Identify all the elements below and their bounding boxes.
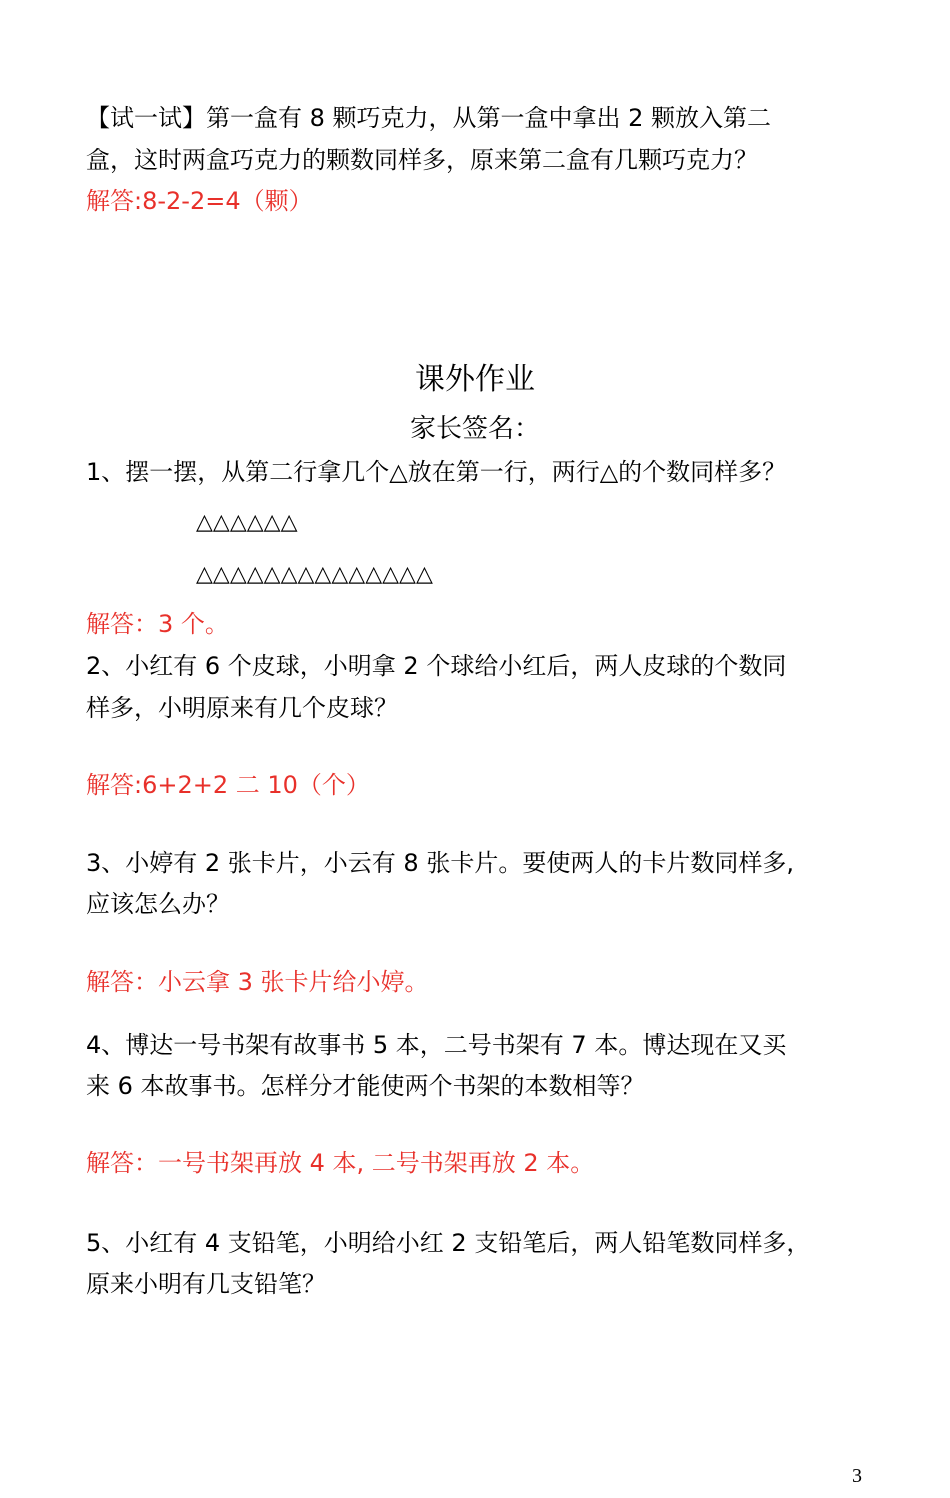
trial-question-line-2: 盒，这时两盒巧克力的颗数同样多，原来第二盒有几颗巧克力？ xyxy=(86,146,758,174)
question-4-line-2: 来 6 本故事书。怎样分才能使两个书架的本数相等？ xyxy=(86,1072,645,1100)
parent-signature-label: 家长签名： xyxy=(409,414,540,444)
question-3-answer: 解答：小云拿 3 张卡片给小婷。 xyxy=(86,968,429,996)
question-2-line-1: 2、小红有 6 个皮球，小明拿 2 个球给小红后，两人皮球的个数同 xyxy=(86,652,787,680)
trial-answer: 解答:8-2-2=4（颗） xyxy=(86,187,313,215)
question-4-line-1: 4、博达一号书架有故事书 5 本，二号书架有 7 本。博达现在又买 xyxy=(86,1031,787,1059)
triangle-row-1: △△△△△△ xyxy=(196,510,298,535)
question-2-line-2: 样多，小明原来有几个皮球？ xyxy=(86,694,398,722)
trial-question-line-1: 【试一试】第一盒有 8 颗巧克力，从第一盒中拿出 2 颗放入第二 xyxy=(86,104,772,132)
question-3-line-2: 应该怎么办？ xyxy=(86,890,230,918)
question-1-line-1: 1、摆一摆，从第二行拿几个△放在第一行，两行△的个数同样多？ xyxy=(86,458,787,486)
question-5-line-1: 5、小红有 4 支铅笔，小明给小红 2 支铅笔后，两人铅笔数同样多， xyxy=(86,1229,811,1257)
question-5-line-2: 原来小明有几支铅笔？ xyxy=(86,1270,326,1298)
question-4-answer: 解答：一号书架再放 4 本, 二号书架再放 2 本。 xyxy=(86,1149,595,1177)
page-number: 3 xyxy=(852,1465,862,1487)
section-title: 课外作业 xyxy=(415,362,535,397)
question-1-answer: 解答：3 个。 xyxy=(86,610,229,638)
question-3-line-1: 3、小婷有 2 张卡片，小云有 8 张卡片。要使两人的卡片数同样多, xyxy=(86,849,794,877)
question-2-answer: 解答:6+2+2 二 10（个） xyxy=(86,771,370,799)
triangle-row-2: △△△△△△△△△△△△△△ xyxy=(196,562,433,587)
